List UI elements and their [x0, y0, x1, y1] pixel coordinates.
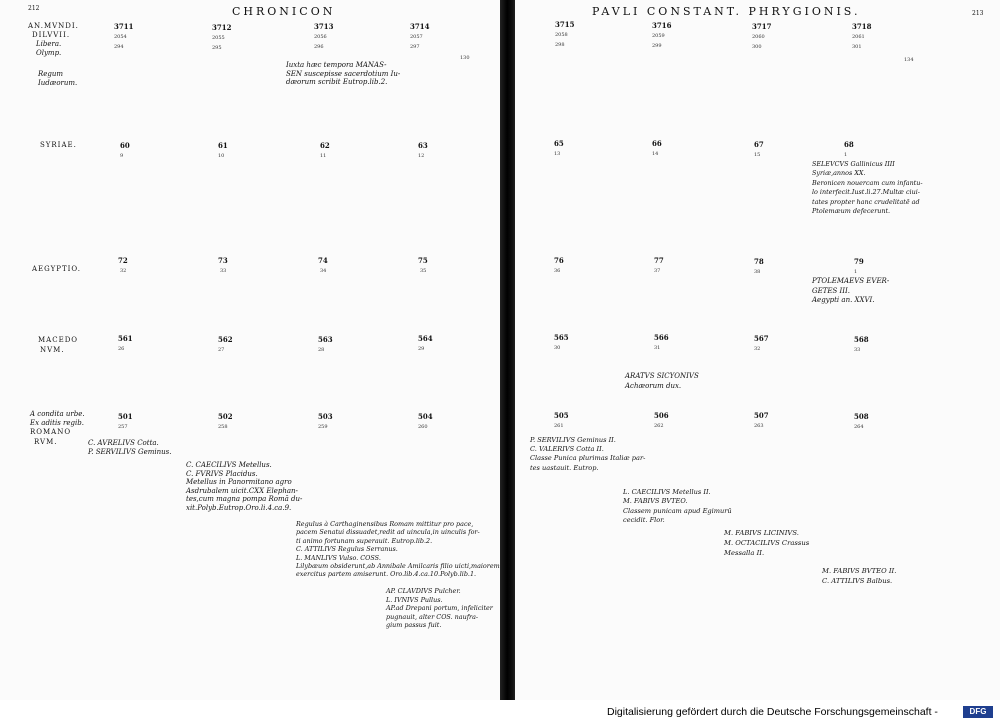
label-a-condita: A condita urbe. — [30, 410, 85, 418]
year-olymp: 299 — [652, 43, 662, 49]
left-page — [0, 0, 503, 700]
consul-line: C. ATTILIVS Regulus Serranus. — [296, 545, 398, 554]
romanorum-number: 503 — [318, 412, 333, 421]
label-romano: ROMANO — [30, 428, 72, 436]
note-line: lo interfecit.Iust.li.27.Multæ ciui- — [812, 188, 920, 197]
year-diluvii: 2055 — [212, 35, 225, 41]
consul-line: tes uastauit. Eutrop. — [530, 463, 599, 472]
aegyptio-sub: 32 — [120, 268, 127, 274]
macedonum-sub: 32 — [754, 346, 761, 352]
year-diluvii: 2054 — [114, 34, 127, 40]
consuls-block — [386, 587, 493, 630]
macedonum-number: 561 — [118, 334, 133, 343]
year-diluvii: 2056 — [314, 34, 327, 40]
macedonum-number: 563 — [318, 335, 333, 344]
consul-line: Messalla II. — [724, 549, 765, 557]
year-olymp: 297 — [410, 44, 420, 50]
label-syriae: SYRIAE. — [40, 141, 77, 149]
year-olymp: 301 — [852, 44, 862, 50]
label-diluvii: DILVVII. — [32, 31, 71, 39]
year-diluvii: 2059 — [652, 33, 665, 39]
year-anmundi: 3713 — [314, 22, 334, 31]
note-line: Achæorum dux. — [625, 381, 682, 390]
consul-line: C. ATTILIVS Balbus. — [822, 577, 893, 585]
macedonum-number: 564 — [418, 334, 433, 343]
syriae-sub: 13 — [554, 151, 561, 157]
consul-line: tes,cum magna pompa Romā du- — [186, 495, 303, 504]
macedonum-number: 568 — [854, 335, 869, 344]
romanorum-number: 506 — [654, 411, 669, 420]
year-anmundi: 3718 — [852, 22, 872, 31]
macedonum-sub: 28 — [318, 347, 325, 353]
romanorum-sub: 257 — [118, 424, 128, 430]
syriae-sub: 1 — [844, 152, 848, 158]
syriae-sub: 10 — [218, 153, 225, 159]
syriae-sub: 11 — [320, 153, 327, 159]
year-olymp: 294 — [114, 44, 124, 50]
consul-line: Lilybæum obsiderunt,ab Annibale Amilcaris filio uicti,maiorem — [296, 562, 500, 571]
consul-line: L. CAECILIVS Metellus II. — [623, 488, 711, 496]
note-line: ARATVS SICYONIVS — [625, 372, 699, 380]
year-olymp: 296 — [314, 44, 324, 50]
aegyptio-number: 72 — [118, 256, 128, 265]
macedonum-number: 565 — [554, 333, 569, 342]
romanorum-sub: 258 — [218, 424, 228, 430]
consul-line: xit.Polyb.Eutrop.Oro.li.4.ca.9. — [186, 503, 292, 512]
aegyptio-sub: 36 — [554, 268, 561, 274]
consul-line: AP. CLAVDIVS Pulcher. — [386, 587, 461, 595]
label-iudaeorum: Iudæorum. — [38, 79, 78, 87]
label-num: NVM. — [40, 346, 65, 354]
consul-line: gium passus fuit. — [386, 621, 442, 630]
note-line: GETES III. — [812, 286, 851, 295]
aegyptio-number: 74 — [318, 256, 328, 265]
consuls-block — [623, 488, 732, 526]
consul-line: Asdrubalem uicit.CXX Elephan- — [186, 486, 298, 495]
aegyptio-sub: 34 — [320, 268, 327, 274]
year-diluvii: 2060 — [752, 34, 765, 40]
credit-text: Digitalisierung gefördert durch die Deutsche Forschungsgemeinschaft - — [607, 706, 938, 718]
macedonum-sub: 27 — [218, 347, 225, 353]
right-page-number: 213 — [972, 10, 984, 17]
consuls-block — [186, 461, 302, 513]
label-anmundi: AN.MVNDI. — [28, 22, 79, 30]
note-line: Syriæ,annos XX. — [812, 169, 866, 178]
ptolemaeus-note — [812, 277, 889, 306]
note-line: tates propter hanc crudelitatē ad — [812, 197, 920, 206]
year-anmundi: 3716 — [652, 21, 672, 30]
iudaeorum-note — [286, 61, 400, 87]
consul-line: M. FABIVS BVTEO. — [623, 497, 688, 506]
year-anmundi: 3712 — [212, 23, 232, 32]
romanorum-sub: 260 — [418, 424, 428, 430]
year-anmundi: 3714 — [410, 22, 430, 31]
syriae-sub: 12 — [418, 153, 425, 159]
syriae-number: 66 — [652, 139, 662, 148]
consul-line: Classe Punica plurimas Italiæ par- — [530, 454, 646, 463]
consuls-block — [88, 439, 171, 456]
romanorum-sub: 259 — [318, 424, 328, 430]
dfg-logo: DFG — [963, 706, 993, 718]
consul-line: M. FABIVS BVTEO II. — [822, 567, 897, 575]
consul-line: L. IVNIVS Pullus. — [386, 595, 443, 604]
year-olymp: 295 — [212, 45, 222, 51]
macedonum-number: 567 — [754, 334, 769, 343]
year-diluvii: 2058 — [555, 32, 568, 38]
romanorum-number: 502 — [218, 412, 233, 421]
macedonum-sub: 31 — [654, 345, 661, 351]
macedonum-sub: 26 — [118, 346, 125, 352]
consuls-block — [822, 566, 896, 586]
year-anmundi: 3715 — [555, 20, 575, 29]
consul-line: Metellus in Panormitano agro — [186, 478, 292, 487]
left-running-head: CHRONICON — [232, 5, 336, 18]
consuls-block — [530, 436, 645, 473]
macedonum-sub: 29 — [418, 346, 425, 352]
romanorum-number: 507 — [754, 411, 769, 420]
romanorum-sub: 261 — [554, 423, 564, 429]
consul-line: ti animo fortunam superauit. Eutrop.lib.2. — [296, 536, 433, 545]
seleucus-note — [812, 160, 923, 216]
label-regum: Regum — [38, 70, 64, 78]
syriae-number: 61 — [218, 141, 228, 150]
note-line: Beronicen nouercam cum infantu- — [812, 178, 923, 187]
syriae-number: 60 — [120, 141, 130, 150]
aegyptio-sub: 33 — [220, 268, 227, 274]
consul-line: exercitus partem amiserunt. Oro.lib.4.ca.10.Polyb.lib.1. — [296, 570, 477, 579]
consul-line: P. SERVILIVS Geminus II. — [530, 436, 616, 444]
consul-line: L. MANLIVS Vulso. COSS. — [296, 553, 381, 562]
aegyptio-number: 79 — [854, 257, 864, 266]
consuls-block — [724, 528, 809, 558]
romanorum-sub: 264 — [854, 424, 864, 430]
romanorum-number: 501 — [118, 412, 133, 421]
aegyptio-number: 78 — [754, 257, 764, 266]
consul-line: M. FABIVS LICINIVS. — [724, 529, 799, 537]
aegyptio-sub: 35 — [420, 268, 427, 274]
note-line: Iuxta hæc tempora MANAS- — [286, 61, 387, 69]
consul-line: C. CAECILIVS Metellus. — [186, 461, 272, 469]
year-olymp: 300 — [752, 44, 762, 50]
syriae-number: 65 — [554, 139, 564, 148]
year-diluvii: 2057 — [410, 34, 423, 40]
year-diluvii: 2061 — [852, 34, 865, 40]
aegyptio-sub: 38 — [754, 269, 761, 275]
label-ex-aditis: Ex aditis regib. — [30, 419, 84, 427]
romanorum-sub: 263 — [754, 423, 764, 429]
olymp-marker: 130 — [460, 55, 470, 61]
syriae-number: 62 — [320, 141, 330, 150]
label-aegyptio: AEGYPTIO. — [32, 265, 81, 273]
romanorum-number: 508 — [854, 412, 869, 421]
aratus-note — [625, 372, 699, 391]
label-olymp: Olymp. — [36, 49, 62, 57]
right-page — [515, 0, 1000, 700]
aegyptio-sub: 1 — [854, 269, 858, 275]
left-page-number: 212 — [28, 5, 40, 12]
romanorum-number: 505 — [554, 411, 569, 420]
consul-line: pacem Senatui dissuadet,redit ad uincula,in uinculis for- — [296, 528, 480, 537]
syriae-sub: 15 — [754, 152, 761, 158]
consul-line: Regulus à Carthaginensibus Romam mittitur pro pace, — [296, 520, 474, 528]
romanorum-sub: 262 — [654, 423, 664, 429]
year-anmundi: 3711 — [114, 22, 134, 31]
syriae-sub: 9 — [120, 153, 124, 159]
note-line: PTOLEMAEVS EVER- — [812, 277, 890, 285]
note-line: dæorum scribit Eutrop.lib.2. — [286, 78, 388, 87]
aegyptio-number: 76 — [554, 256, 564, 265]
note-line: SEN suscepisse sacerdotium Iu- — [286, 69, 401, 78]
olymp-marker: 134 — [904, 57, 914, 63]
aegyptio-number: 73 — [218, 256, 228, 265]
aegyptio-number: 75 — [418, 256, 428, 265]
consul-line: C. FVRIVS Placidus. — [186, 469, 258, 478]
romanorum-number: 504 — [418, 412, 433, 421]
macedonum-number: 562 — [218, 335, 233, 344]
consul-line: C. AVRELIVS Cotta. — [88, 439, 159, 447]
syriae-sub: 14 — [652, 151, 659, 157]
consul-line: pugnauit, alter COS. naufra- — [386, 612, 479, 621]
note-line: Ptolemæum defecerunt. — [812, 207, 891, 216]
syriae-number: 68 — [844, 140, 854, 149]
note-line: SELEVCVS Gallinicus IIII — [812, 160, 895, 168]
label-macedo: MACEDO — [38, 336, 79, 344]
consul-line: cecidit. Flor. — [623, 516, 665, 525]
consul-line: AP.ad Drepani portum, infeliciter — [386, 604, 493, 613]
macedonum-sub: 30 — [554, 345, 561, 351]
right-running-head: PAVLI CONSTANT. PHRYGIONIS. — [592, 5, 861, 18]
aegyptio-number: 77 — [654, 256, 664, 265]
aegyptio-sub: 37 — [654, 268, 661, 274]
macedonum-sub: 33 — [854, 347, 861, 353]
consul-line: M. OCTACILIVS Crassus — [724, 539, 810, 547]
consul-line: C. VALERIVS Cotta II. — [530, 445, 604, 454]
consul-line: Classem punicam apud Egimurū — [623, 506, 732, 515]
label-rum: RVM. — [34, 438, 58, 446]
note-line: Aegypti an. XXVI. — [812, 296, 875, 304]
year-anmundi: 3717 — [752, 22, 772, 31]
macedonum-number: 566 — [654, 333, 669, 342]
consuls-block — [296, 520, 500, 579]
consul-line: P. SERVILIVS Geminus. — [88, 447, 172, 456]
label-libera: Libera. — [36, 40, 62, 48]
year-olymp: 298 — [555, 42, 565, 48]
syriae-number: 63 — [418, 141, 428, 150]
syriae-number: 67 — [754, 140, 764, 149]
